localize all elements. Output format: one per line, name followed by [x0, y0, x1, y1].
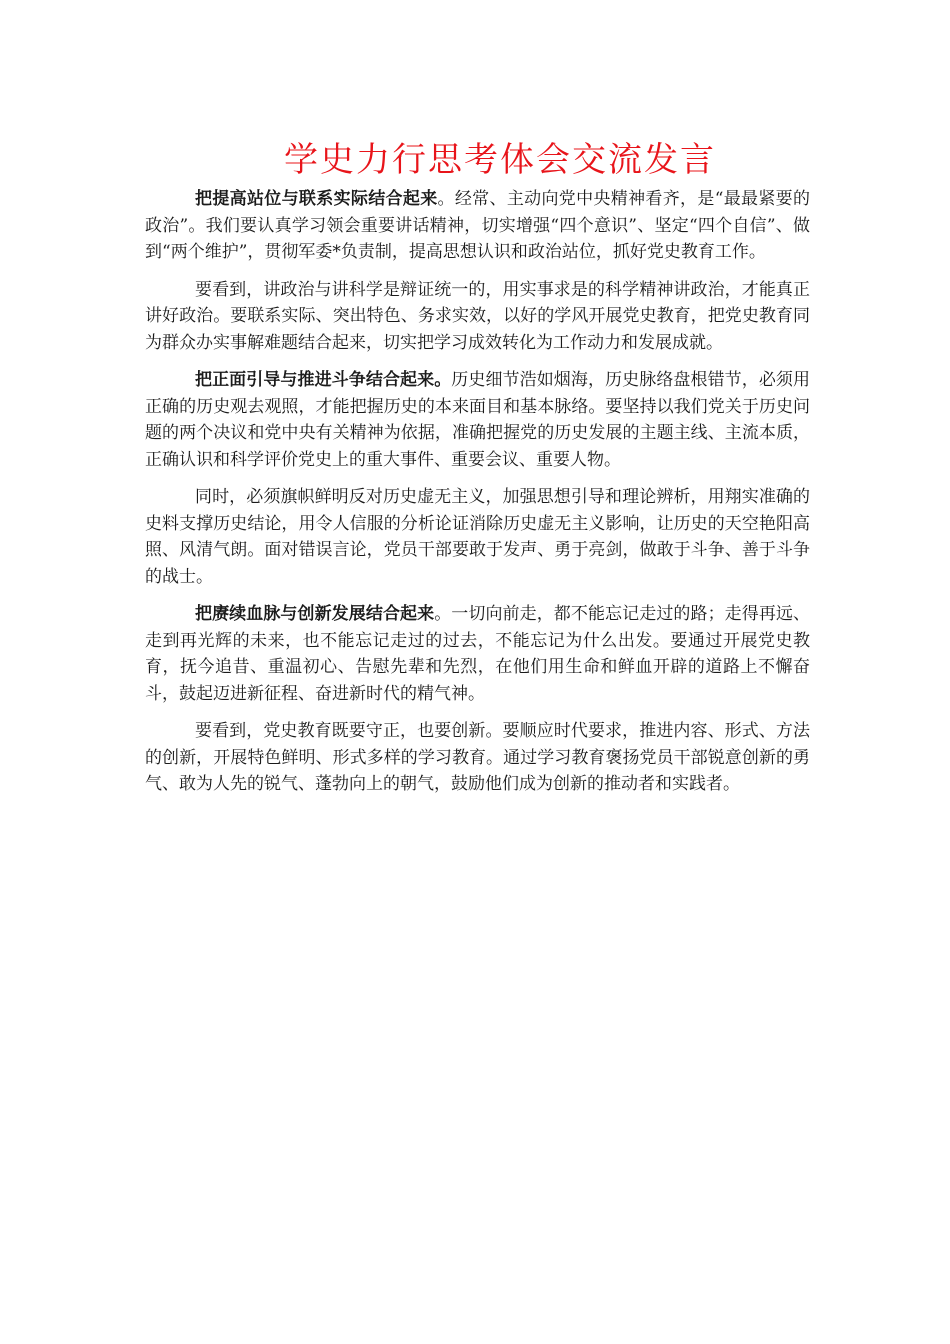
- paragraph-text: 要看到，党史教育既要守正，也要创新。要顺应时代要求，推进内容、形式、方法的创新，开展特色鲜明、形式多样的学习教育。通过学习教育褒扬党员干部锐意创新的勇气、敢为人先的锐气、蓬勃向上的朝气，鼓励他们成为创新的推动者和实践者。: [145, 721, 810, 794]
- paragraph-text: 。一切向前走，都不能忘记走过的路；走得再远、走到再光辉的未来，也不能忘记走过的过去，不能忘记为什么出发。要通过开展党史教育，抚今追昔、重温初心、告慰先辈和先烈，在他们用生命和鲜血开辟的道路上不懈奋斗，鼓起迈进新征程、奋进新时代的精气神。: [145, 604, 811, 704]
- document-body: [145, 186, 810, 809]
- paragraph-4: [145, 484, 810, 590]
- paragraph-1: [145, 186, 810, 266]
- paragraph-5: [145, 601, 810, 707]
- paragraph-text: 要看到，讲政治与讲科学是辩证统一的，用实事求是的科学精神讲政治，才能真正讲好政治。要联系实际、突出特色、务求实效，以好的学风开展党史教育，把党史教育同为群众办实事解难题结合起来，切实把学习成效转化为工作动力和发展成就。: [145, 279, 810, 353]
- paragraph-heading: 把提高站位与联系实际结合起来: [195, 189, 438, 209]
- paragraph-heading: 把赓续血脉与创新发展结合起来: [195, 604, 435, 624]
- paragraph-text: 。经常、主动向党中央精神看齐，是“最最紧要的政治”。我们要认真学习领会重要讲话精神，切实增强“四个意识”、坚定“四个自信”、做到“两个维护”，贯彻军委*负责制，提高思想认识和政治站位，抓好党史教育工作。: [145, 189, 810, 262]
- page-title: 学史力行思考体会交流发言: [284, 140, 716, 180]
- paragraph-text: 历史细节浩如烟海，历史脉络盘根错节，必须用正确的历史观去观照，才能把握历史的本来面目和基本脉络。要坚持以我们党关于历史问题的两个决议和党中央有关精神为依据，准确把握党的历史发展的主题主线、主流本质，正确认识和科学评价党史上的重大事件、重要会议、重要人物。: [145, 370, 811, 470]
- paragraph-3: [145, 367, 810, 473]
- paragraph-heading: 把正面引导与推进斗争结合起来。: [195, 370, 452, 390]
- paragraph-2: [145, 277, 810, 357]
- paragraph-text: 同时，必须旗帜鲜明反对历史虚无主义，加强思想引导和理论辨析，用翔实准确的史料支撑历史结论，用令人信服的分析论证消除历史虚无主义影响，让历史的天空艳阳高照、风清气朗。面对错误言论，党员干部要敢于发声、勇于亮剑，做敢于斗争、善于斗争的战士。: [145, 487, 810, 587]
- paragraph-6: [145, 718, 810, 798]
